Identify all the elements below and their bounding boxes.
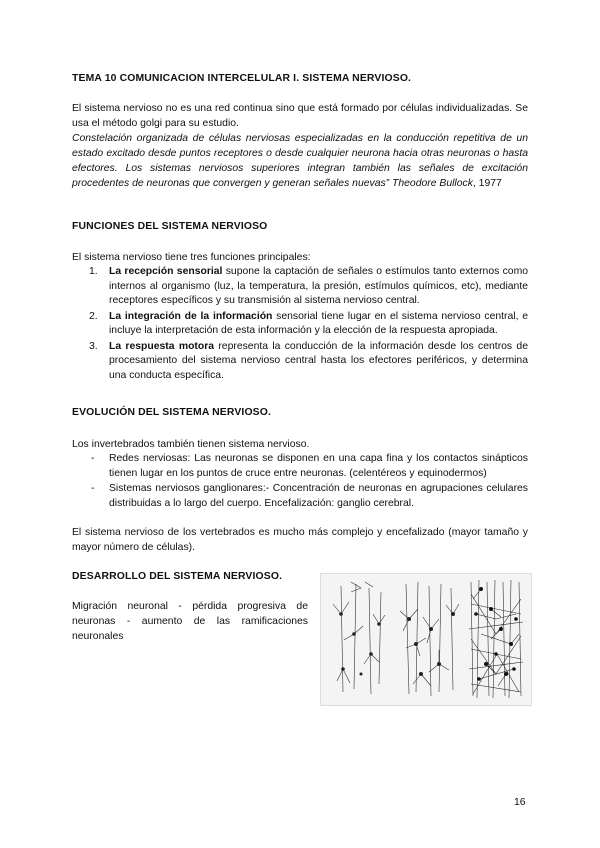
quote-text: Constelación organizada de células nerviosas especializadas en la conducción repetitiva de un estado excitado desde puntos receptores o desde cualquier neurona hacia otras neuronas o hasta efectores. Los sistemas nerviosos superiores integran también las señales de excitación procedentes de neuronas que convergen y generan señales nuevas” bbox=[72, 133, 528, 189]
list-dash: - bbox=[91, 483, 95, 494]
list-item bbox=[72, 265, 528, 309]
list-item-bold: La integración de la información bbox=[109, 310, 273, 322]
list-item-text: representa la conducción de la información desde los centros de procesamiento del sistema nervioso central hasta los efectores periféricos, y determina una conducta específica. bbox=[109, 340, 528, 381]
evolution-heading: EVOLUCIÓN DEL SISTEMA NERVIOSO. bbox=[72, 407, 272, 418]
list-item-text: supone la captación de señales o estímulos tanto externos como internos al organismo (luz, la temperatura, la presión, estímulos químicos, etc), mediante receptores específicos y su transmisión al sistema nervioso central. bbox=[109, 266, 528, 306]
list-item bbox=[72, 340, 528, 384]
document-page bbox=[72, 0, 528, 848]
list-item-bold: La recepción sensorial bbox=[109, 266, 223, 277]
list-number: 3. bbox=[89, 340, 98, 352]
list-item bbox=[72, 452, 528, 481]
list-item-bold: La respuesta motora bbox=[109, 340, 215, 352]
neuron-drawing-svg bbox=[321, 574, 531, 705]
list-item-text: Sistemas nerviosos ganglionares:- Concentración de neuronas en agrupaciones celulares distribuidas a lo largo del cuerpo. Encefalización: ganglio cerebral. bbox=[109, 483, 528, 509]
evolution-outro: El sistema nervioso de los vertebrados es mucho más complejo y encefalizado (mayor tamaño y mayor número de células). bbox=[72, 527, 528, 553]
development-text: Migración neuronal - pérdida progresiva de neuronas - aumento de las ramificaciones neuronales bbox=[72, 601, 308, 642]
functions-list bbox=[72, 265, 528, 384]
list-item bbox=[72, 310, 528, 339]
list-number: 1. bbox=[89, 266, 98, 277]
intro-paragraph: El sistema nervioso no es una red continua sino que está formado por células individualizadas. Se usa el método golgi para su estudio. bbox=[72, 103, 528, 129]
quote-year: , 1977 bbox=[472, 178, 502, 189]
evolution-list bbox=[72, 452, 528, 512]
functions-intro: El sistema nervioso tiene tres funciones principales: bbox=[72, 252, 311, 263]
evolution-intro: Los invertebrados también tienen sistema nervioso. bbox=[72, 439, 310, 450]
quote-paragraph bbox=[72, 131, 528, 191]
list-number: 2. bbox=[89, 310, 98, 322]
quote-author: Theodore Bullock bbox=[392, 178, 473, 189]
list-item-text: sensorial tiene lugar en el sistema nervioso central, e incluye la interpretación de esta información y la elección de la respuesta apropiada. bbox=[109, 310, 528, 336]
development-heading: DESARROLLO DEL SISTEMA NERVIOSO. bbox=[72, 571, 283, 582]
functions-heading: FUNCIONES DEL SISTEMA NERVIOSO bbox=[72, 221, 268, 232]
list-dash: - bbox=[91, 453, 95, 464]
page-title: TEMA 10 COMUNICACION INTERCELULAR I. SISTEMA NERVIOSO. bbox=[72, 73, 412, 84]
page-number: 16 bbox=[514, 797, 526, 808]
list-item-text: Redes nerviosas: Las neuronas se disponen en una capa fina y los contactos sinápticos tienen lugar en los puntos de cruce entre neuronas. (celentéreos y equinodermos) bbox=[109, 453, 528, 479]
list-item bbox=[72, 482, 528, 511]
neuron-development-figure bbox=[320, 573, 532, 706]
